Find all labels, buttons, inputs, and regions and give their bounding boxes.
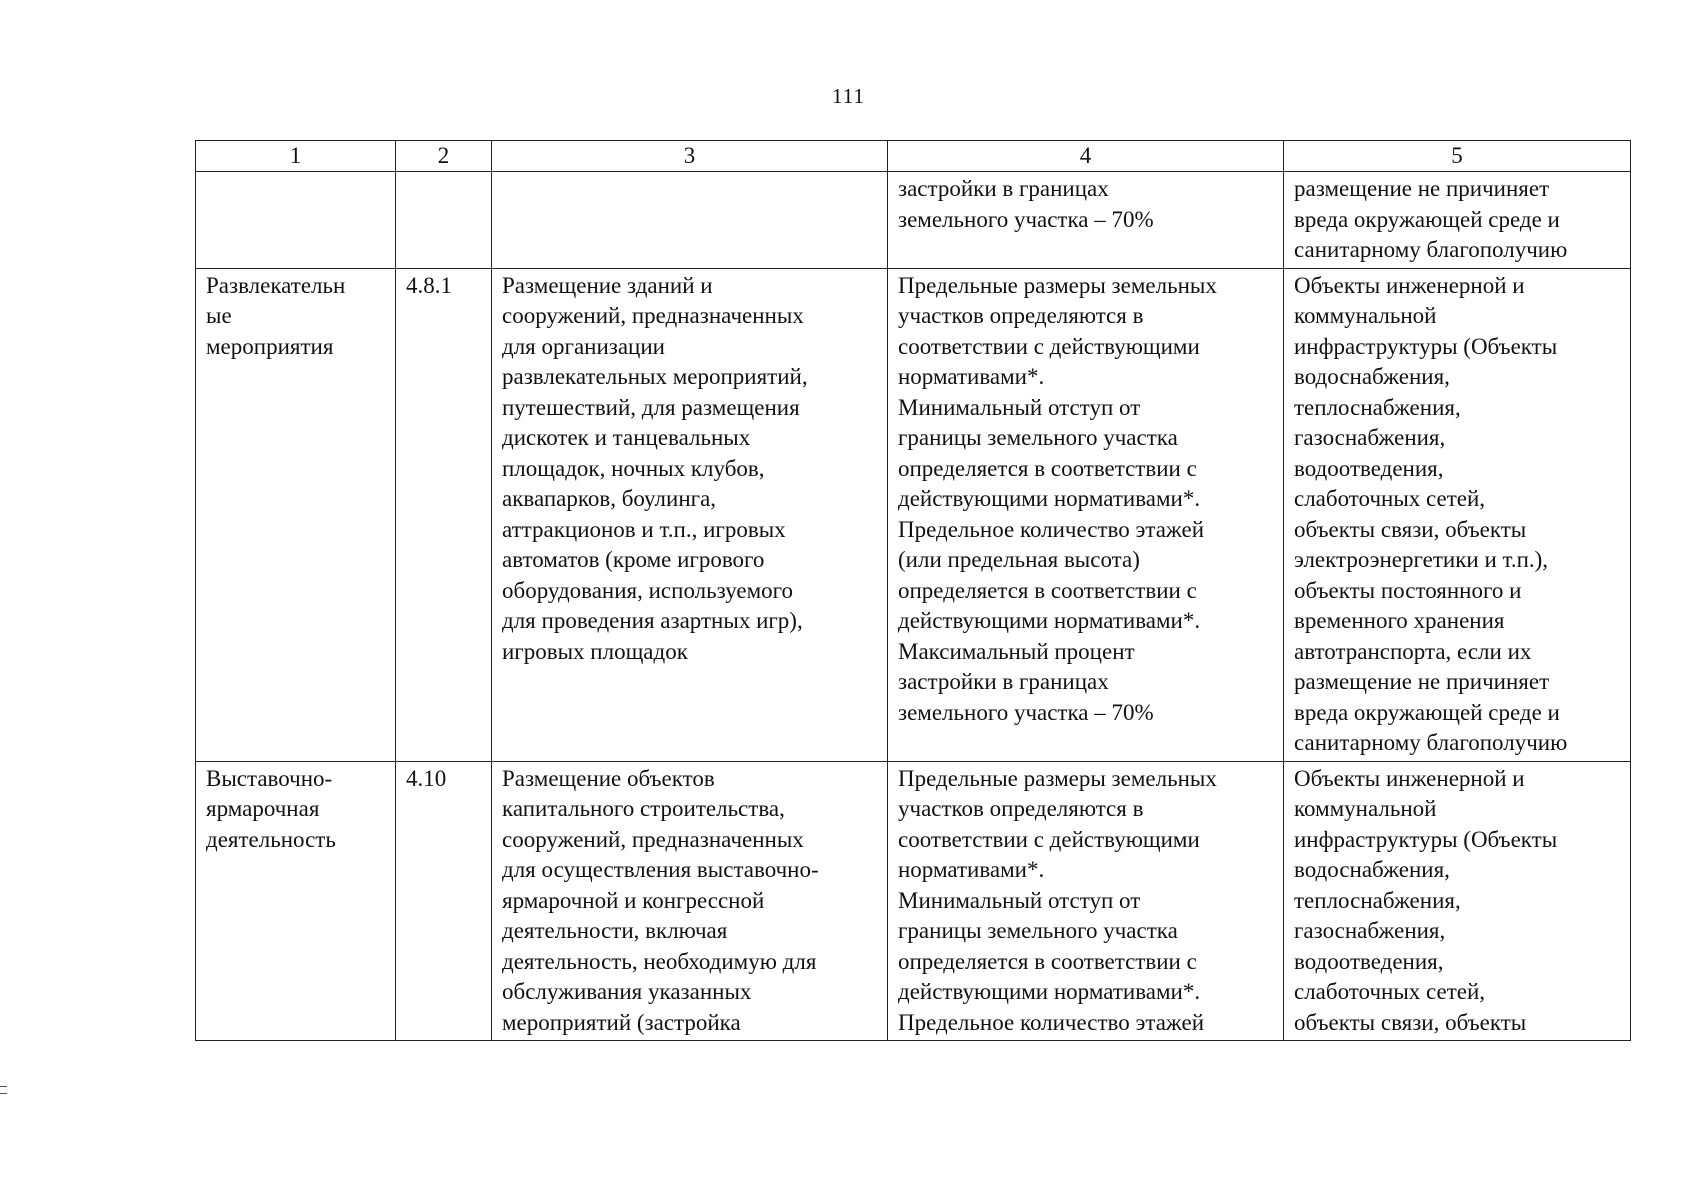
auxiliary-uses-cell: размещение не причиняет вреда окружающей среде и санитарному благополучию: [1284, 172, 1631, 269]
parameters-cell: Предельные размеры земельных участков определяются в соответствии с действующими нормативами*. Минимальный отступ от границы земельного участка определяется в соответствии с действующими нормативами*. Предельное количество этажей: [888, 761, 1284, 1041]
table-row: [196, 172, 1631, 269]
parameters-cell: застройки в границах земельного участка – 70%: [888, 172, 1284, 269]
use-code-cell: 4.10: [396, 761, 492, 1041]
use-code-cell: 4.8.1: [396, 268, 492, 761]
table-row: [196, 761, 1631, 1041]
auxiliary-uses-cell: Объекты инженерной и коммунальной инфраструктуры (Объекты водоснабжения, теплоснабжения, газоснабжения, водоотведения, слаботочных сетей, объекты связи, объекты: [1284, 761, 1631, 1041]
table-row: [196, 268, 1631, 761]
use-name-cell: [196, 172, 396, 269]
auxiliary-uses-cell: Объекты инженерной и коммунальной инфраструктуры (Объекты водоснабжения, теплоснабжения, газоснабжения, водоотведения, слаботочных сетей, объекты связи, объекты электроэнергетики и т.п.), объекты постоянного и временного хранения автотранспорта, если их размещение не причиняет вреда окружающей среде и санитарному благополучию: [1284, 268, 1631, 761]
header-row: [196, 141, 1631, 172]
column-header-5: 5: [1284, 141, 1631, 172]
land-use-table: [195, 140, 1631, 1041]
parameters-cell: Предельные размеры земельных участков определяются в соответствии с действующими нормативами*. Минимальный отступ от границы земельного участка определяется в соответствии с действующими нормативами*. Предельное количество этажей (или предельная высота) определяется в соответствии с действующими нормативами*. Максимальный процент застройки в границах земельного участка – 70%: [888, 268, 1284, 761]
use-name-cell: Выставочно- ярмарочная деятельность: [196, 761, 396, 1041]
column-header-4: 4: [888, 141, 1284, 172]
column-header-3: 3: [492, 141, 888, 172]
use-description-cell: [492, 172, 888, 269]
scan-mark: [0, 1086, 7, 1094]
use-code-cell: [396, 172, 492, 269]
use-description-cell: Размещение зданий и сооружений, предназначенных для организации развлекательных мероприятий, путешествий, для размещения дискотек и танцевальных площадок, ночных клубов, аквапарков, боулинга, аттракционов и т.п., игровых автоматов (кроме игрового оборудования, используемого для проведения азартных игр), игровых площадок: [492, 268, 888, 761]
use-name-cell: Развлекательн ые мероприятия: [196, 268, 396, 761]
page-number: 111: [832, 84, 865, 108]
column-header-2: 2: [396, 141, 492, 172]
column-header-1: 1: [196, 141, 396, 172]
use-description-cell: Размещение объектов капитального строительства, сооружений, предназначенных для осуществления выставочно- ярмарочной и конгрессной деятельности, включая деятельность, необходимую для обслуживания указанных мероприятий (застройка: [492, 761, 888, 1041]
